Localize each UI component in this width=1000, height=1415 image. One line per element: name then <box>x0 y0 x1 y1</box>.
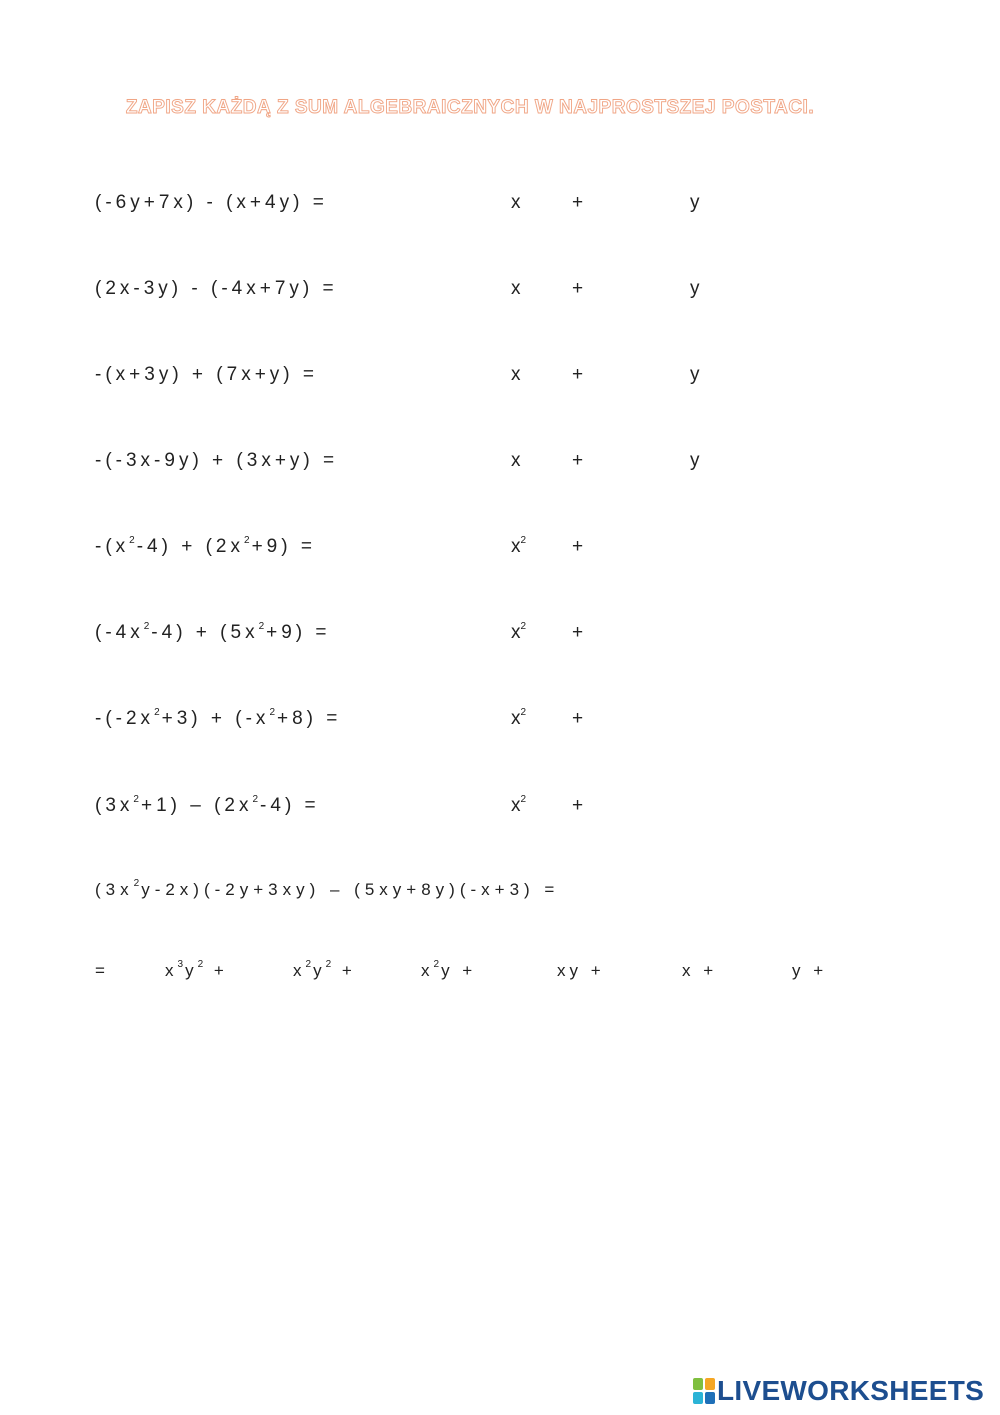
product-expression: $(3x^2y-2x)(-2y+3xy) - (5xy+8y)(-x+3)$ = <box>95 878 560 899</box>
exercise-expression: (-6y+7x) - (x+4y) = <box>95 192 328 213</box>
answer-term-xy: xy + <box>557 961 605 980</box>
exercise-row <box>0 536 1000 566</box>
answer-term-x2y: $x^2y$ + <box>421 959 477 980</box>
answer-term-x-squared: $x^2$ <box>511 535 529 557</box>
exercise-expression: $-(-2x^2+3) + (-x^2+8)$ = <box>95 707 342 729</box>
exercise-row <box>0 450 1000 480</box>
logo-text: LIVEWORKSHEETS <box>717 1375 985 1406</box>
plus-sign: + <box>572 708 584 729</box>
product-exercise-row <box>0 880 1000 910</box>
plus-sign: + <box>572 192 584 213</box>
answer-term-y: y + <box>792 961 828 980</box>
plus-sign: + <box>572 278 584 299</box>
answer-term-x: x <box>511 450 521 471</box>
exercise-row <box>0 795 1000 825</box>
plus-sign: + <box>572 795 584 816</box>
exercise-row <box>0 708 1000 738</box>
exercise-row <box>0 364 1000 394</box>
answer-term-y: y <box>690 192 700 213</box>
answer-term-x: x <box>511 192 521 213</box>
answer-term-x: x <box>511 278 521 299</box>
answer-term-x-squared: $x^2$ <box>511 794 529 816</box>
liveworksheets-logo <box>693 1374 984 1408</box>
exercise-row <box>0 622 1000 652</box>
answer-term-x2y2: $x^2y^2$ + <box>293 959 356 980</box>
plus-sign: + <box>572 450 584 471</box>
answer-term-x: x <box>511 364 521 385</box>
exercise-expression: -(x+3y) + (7x+y) = <box>95 364 318 385</box>
exercise-expression: $-(x^2-4) + (2x^2+9)$ = <box>95 535 316 557</box>
exercise-expression: $(3x^2+1) - (2x^2-4)$ = <box>95 794 320 816</box>
answer-term-x3y2: $x^3y^2$ + <box>165 959 228 980</box>
logo-mark-icon <box>693 1378 715 1404</box>
exercise-row <box>0 278 1000 308</box>
answer-term-y: y <box>690 278 700 299</box>
equals-sign: = <box>95 961 109 980</box>
worksheet-title: ZAPISZ KAŻDĄ Z SUM ALGEBRAICZNYCH W NAJPROSTSZEJ POSTACI. <box>125 97 815 118</box>
plus-sign: + <box>572 364 584 385</box>
exercise-expression: (2x-3y) - (-4x+7y) = <box>95 278 338 299</box>
exercise-row <box>0 192 1000 222</box>
answer-term-y: y <box>690 450 700 471</box>
exercise-expression: -(-3x-9y) + (3x+y) = <box>95 450 339 471</box>
exercise-expression: $(-4x^2-4) + (5x^2+9)$ = <box>95 621 331 643</box>
answer-term-x: x + <box>682 961 718 980</box>
answer-term-y: y <box>690 364 700 385</box>
plus-sign: + <box>572 536 584 557</box>
answer-term-x-squared: $x^2$ <box>511 707 529 729</box>
plus-sign: + <box>572 622 584 643</box>
product-answer-row <box>0 961 1000 991</box>
answer-term-x-squared: $x^2$ <box>511 621 529 643</box>
